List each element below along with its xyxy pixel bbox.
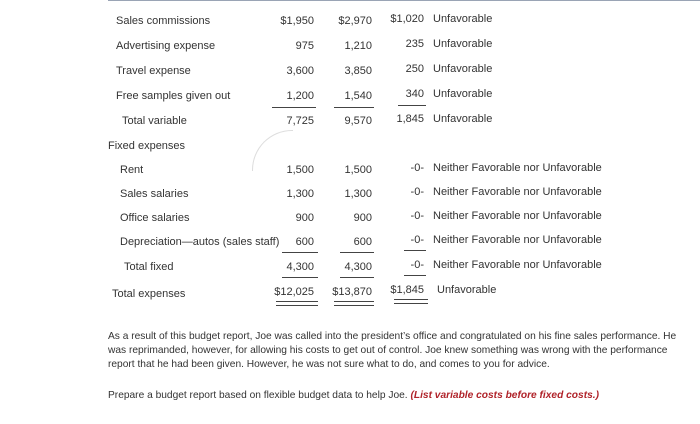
instruction-note: (List variable costs before fixed costs.) [410, 390, 599, 401]
budget-value: 900 [295, 212, 314, 224]
section-fixed-expenses [0, 140, 700, 160]
instruction-text: Prepare a budget report based on flexible budget data to help Joe. [108, 390, 411, 401]
section-label: Fixed expenses [108, 140, 186, 152]
difference-value: $1,020 [390, 13, 424, 25]
row-label: Total fixed [124, 261, 174, 273]
difference-value: -0- [410, 259, 424, 271]
budget-value: 975 [295, 40, 314, 52]
difference-value: -0- [410, 162, 424, 174]
actual-value: $2,970 [338, 15, 372, 27]
row-office-salaries [0, 212, 700, 232]
actual-value: 1,300 [344, 188, 372, 200]
budget-grand-total-rule [276, 301, 318, 306]
difference-total-rule [404, 275, 426, 276]
actual-value: 1,500 [344, 164, 372, 176]
difference-value: 340 [405, 88, 424, 100]
evaluation-text: Neither Favorable nor Unfavorable [433, 259, 602, 271]
row-sales-salaries [0, 188, 700, 208]
difference-value: $1,845 [390, 284, 424, 296]
evaluation-text: Unfavorable [433, 38, 493, 50]
actual-value: 900 [353, 212, 372, 224]
actual-value: 1,540 [344, 90, 372, 102]
difference-fixed-rule [404, 250, 426, 251]
row-travel-expense [0, 65, 700, 85]
actual-value: 4,300 [344, 261, 372, 273]
budget-fixed-rule [282, 252, 318, 253]
difference-value: -0- [410, 186, 424, 198]
row-label: Office salaries [120, 212, 190, 224]
budget-value: 7,725 [286, 115, 314, 127]
row-rent [0, 164, 700, 184]
actual-total-rule [340, 277, 374, 278]
budget-value: 1,300 [286, 188, 314, 200]
evaluation-text: Unfavorable [433, 63, 493, 75]
row-depreciation-autos [0, 236, 700, 256]
narrative-paragraph: As a result of this budget report, Joe was called into the president’s office and congratulated on his fine sales performance. He was reprimanded, however, for allowing his costs to get out of control. Joe knew something was wrong with the performance report that he had been given. However, he was not sure what to do, and comes to you for advice. [108, 331, 677, 370]
row-label: Total expenses [112, 288, 186, 300]
budget-value: $12,025 [274, 286, 314, 298]
evaluation-text: Unfavorable [433, 88, 493, 100]
actual-value: 3,850 [344, 65, 372, 77]
actual-value: 9,570 [344, 115, 372, 127]
budget-subtotal-rule [272, 107, 316, 108]
difference-value: -0- [410, 234, 424, 246]
actual-grand-total-rule [334, 301, 374, 306]
budget-value: 600 [295, 236, 314, 248]
row-label: Rent [120, 164, 144, 176]
difference-value: 235 [405, 38, 424, 50]
actual-value: $13,870 [332, 286, 372, 298]
row-label: Advertising expense [116, 40, 216, 52]
difference-grand-total-rule [394, 299, 428, 304]
budget-value: 1,200 [286, 90, 314, 102]
budget-total-rule [282, 277, 318, 278]
evaluation-text: Unfavorable [433, 13, 493, 25]
difference-value: 1,845 [396, 113, 424, 125]
evaluation-text: Neither Favorable nor Unfavorable [433, 162, 602, 174]
evaluation-text: Neither Favorable nor Unfavorable [433, 234, 602, 246]
evaluation-text: Neither Favorable nor Unfavorable [433, 210, 602, 222]
row-total-fixed [0, 261, 700, 281]
budget-value: $1,950 [280, 15, 314, 27]
evaluation-text: Unfavorable [433, 113, 493, 125]
difference-value: 250 [405, 63, 424, 75]
difference-value: -0- [410, 210, 424, 222]
budget-value: 3,600 [286, 65, 314, 77]
row-label: Sales salaries [120, 188, 189, 200]
evaluation-text: Unfavorable [437, 284, 497, 296]
top-divider [108, 0, 700, 1]
row-label: Depreciation—autos (sales staff) [120, 236, 280, 248]
actual-subtotal-rule [334, 107, 374, 108]
evaluation-text: Neither Favorable nor Unfavorable [433, 186, 602, 198]
row-label: Sales commissions [116, 15, 211, 27]
row-label: Free samples given out [116, 90, 231, 102]
difference-subtotal-rule [398, 105, 426, 106]
row-total-variable [0, 115, 700, 135]
actual-value: 1,210 [344, 40, 372, 52]
budget-value: 1,500 [286, 164, 314, 176]
instruction-paragraph [108, 389, 694, 403]
row-sales-commissions [0, 15, 700, 35]
row-advertising-expense [0, 40, 700, 60]
row-label: Travel expense [116, 65, 191, 77]
actual-value: 600 [353, 236, 372, 248]
row-label: Total variable [122, 115, 187, 127]
actual-fixed-rule [340, 252, 374, 253]
budget-value: 4,300 [286, 261, 314, 273]
